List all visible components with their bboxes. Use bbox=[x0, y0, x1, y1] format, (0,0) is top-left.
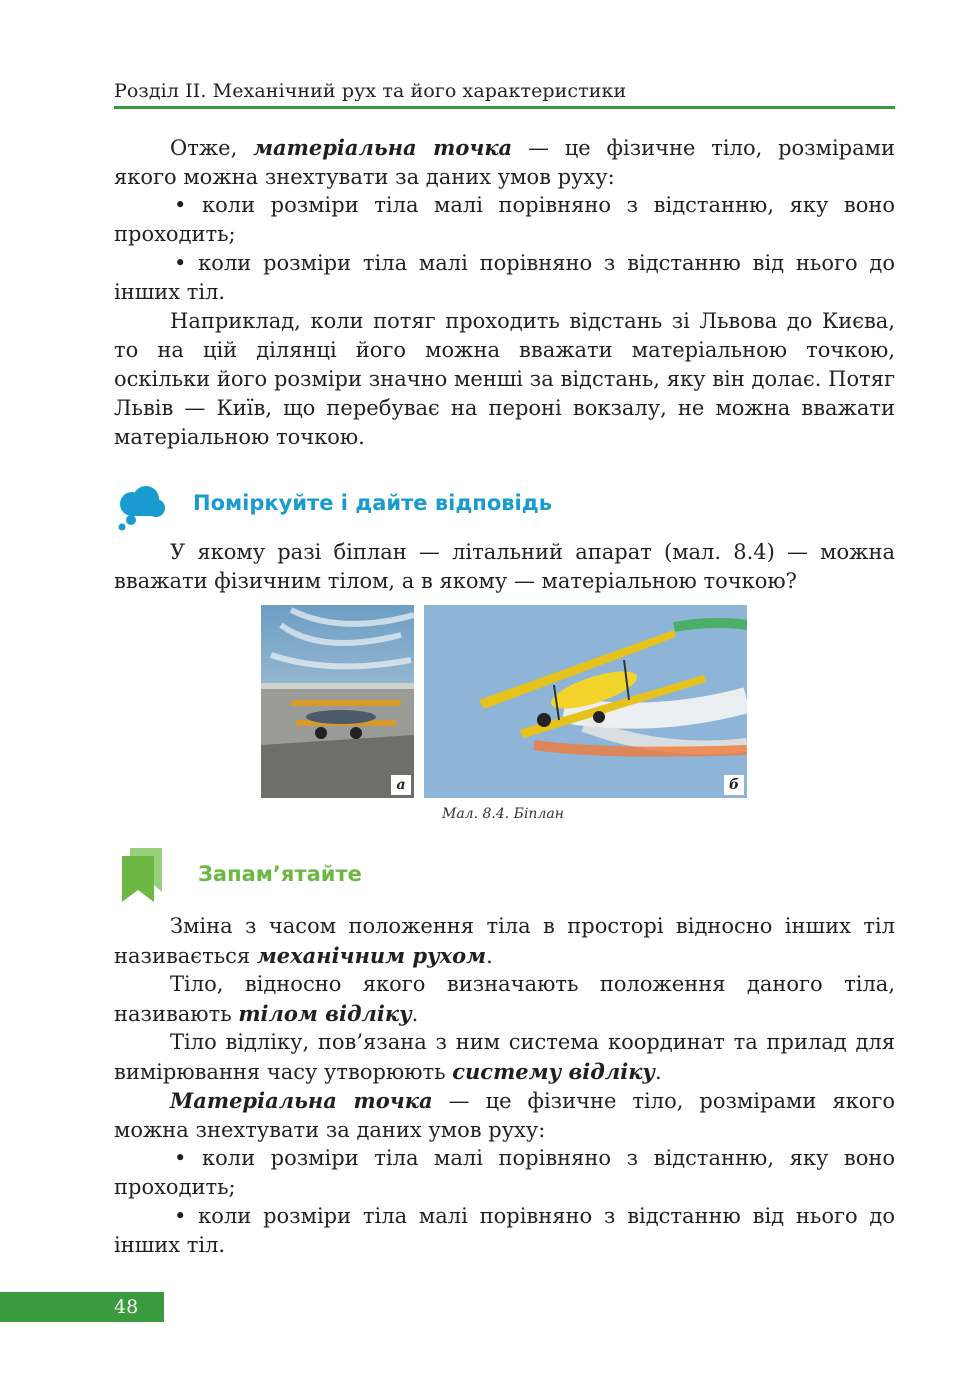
figure-caption: Мал. 8.4. Біплан bbox=[442, 806, 564, 822]
remember-p4-term: Матеріальна точка bbox=[170, 1088, 433, 1113]
biplane-photo-flight bbox=[424, 605, 747, 798]
remember-p4-post: — це фізичне тіло, розмірами якого можна знехтувати за даних умов руху: bbox=[114, 1089, 895, 1142]
remember-p2-pre: Тіло, відносно якого визначають положення даного тіла, називають bbox=[114, 972, 895, 1026]
intro-example-text: Наприклад, коли потяг проходить відстань зі Львова до Києва, то на цій ділянці його можна вважати матеріальною точкою, оскільки його розміри значно менші за відстань, яку він долає. Потяг Львів — Київ, що перебуває на пероні вокзалу, не можна вважати матеріальною точкою. bbox=[114, 309, 895, 449]
intro-bullet-2 bbox=[114, 249, 895, 307]
remember-p1-term: механічним рухом bbox=[256, 943, 487, 968]
remember-p4 bbox=[114, 1086, 895, 1145]
page-number-box bbox=[0, 1292, 164, 1322]
think-question-text: У якому разі біплан — літальний апарат (мал. 8.4) — можна вважати фізичним тілом, а в якому — матеріальною точкою? bbox=[114, 540, 895, 593]
intro-example bbox=[114, 307, 895, 452]
remember-p2 bbox=[114, 970, 895, 1029]
remember-bullet-2 bbox=[114, 1202, 895, 1260]
biplane-photo-ground bbox=[261, 605, 414, 798]
photo-label-a: а bbox=[391, 775, 411, 795]
intro-bullet-1-text: • коли розміри тіла малі порівняно з відстанню, яку воно проходить; bbox=[114, 193, 895, 246]
remember-p1-pre: Зміна з часом положення тіла в просторі відносно інших тіл називається bbox=[114, 914, 895, 968]
remember-p1-post: . bbox=[486, 944, 493, 968]
remember-p2-term: тілом відліку bbox=[238, 1001, 412, 1026]
intro-definition bbox=[114, 133, 895, 192]
intro-post: — це фізичне тіло, розмірами якого можна знехтувати за даних умов руху: bbox=[114, 136, 895, 189]
think-title: Поміркуйте і дайте відповідь bbox=[193, 491, 552, 515]
remember-p3-post: . bbox=[655, 1060, 662, 1084]
photo-label-b: б bbox=[724, 775, 744, 795]
running-header: Розділ II. Механічний рух та його характеристики bbox=[114, 80, 627, 102]
remember-title: Запам’ятайте bbox=[198, 862, 362, 886]
intro-term: матеріальна точка bbox=[253, 135, 513, 160]
remember-bullet-1 bbox=[114, 1144, 895, 1202]
remember-p3 bbox=[114, 1028, 895, 1087]
remember-p3-pre: Тіло відліку, пов’язана з ним система координат та прилад для вимірювання часу утворюють bbox=[114, 1030, 895, 1084]
intro-bullet-2-text: • коли розміри тіла малі порівняно з відстанню від нього до інших тіл. bbox=[114, 251, 895, 304]
remember-bullet-1-text: • коли розміри тіла малі порівняно з відстанню, яку воно проходить; bbox=[114, 1146, 895, 1199]
remember-p1 bbox=[114, 912, 895, 971]
remember-p2-post: . bbox=[411, 1002, 419, 1026]
remember-bullet-2-text: • коли розміри тіла малі порівняно з відстанню від нього до інших тіл. bbox=[114, 1204, 895, 1257]
remember-p3-term: систему відліку bbox=[452, 1059, 655, 1084]
cloud-icon bbox=[112, 484, 168, 534]
page-number: 48 bbox=[114, 1296, 139, 1318]
intro-pre: Отже, bbox=[170, 136, 254, 160]
intro-bullet-1 bbox=[114, 191, 895, 249]
header-rule bbox=[114, 106, 895, 109]
think-question bbox=[114, 538, 895, 596]
bookmark-icon bbox=[122, 848, 164, 902]
